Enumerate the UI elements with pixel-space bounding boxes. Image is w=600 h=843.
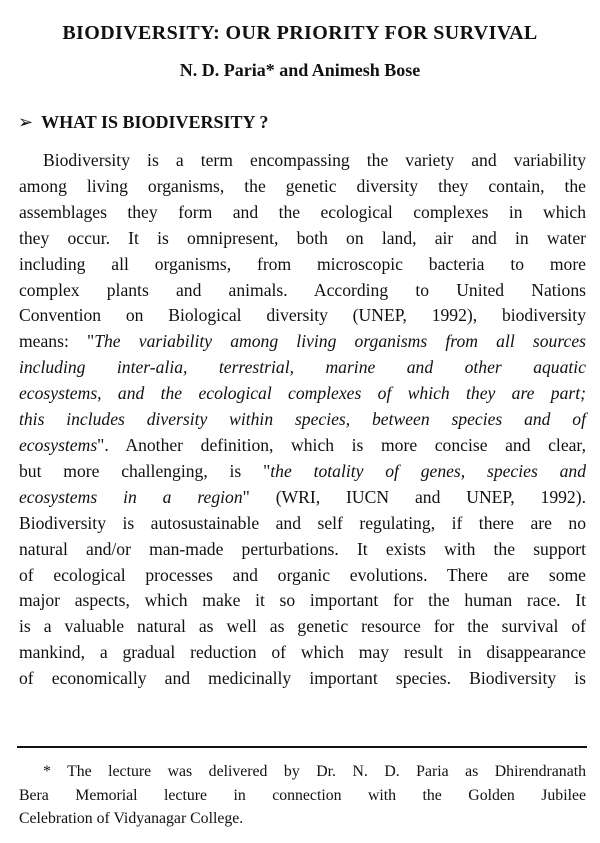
body-line: assemblages they form and the ecological complexes in which	[19, 201, 586, 222]
body-paragraph	[19, 148, 586, 692]
body-line: mankind, a gradual reduction of which may result in disappearance	[19, 642, 586, 663]
body-line: Biodiversity is autosustainable and self regulating, if there are no	[19, 512, 586, 533]
body-line-quote-start	[19, 329, 586, 355]
body-line-suffix: " (WRI, IUCN and UNEP, 1992).	[242, 486, 586, 507]
body-line: including inter-alia, terrestrial, marine and other aquatic	[19, 357, 586, 378]
body-line-prefix: means: "	[19, 331, 95, 352]
body-line-italic: ecosystems	[19, 434, 98, 455]
footnote-divider	[17, 746, 587, 748]
body-line-quote-end	[19, 433, 586, 459]
body-line: of ecological processes and organic evolutions. There are some	[19, 564, 586, 585]
arrow-bullet-icon: ➢	[18, 112, 34, 132]
body-line-italic: ecosystems in a region	[19, 486, 243, 507]
footnote-line: Bera Memorial lecture in connection with the Golden Jubilee	[19, 786, 586, 804]
body-line: complex plants and animals. According to United Nations	[19, 279, 586, 300]
body-line-suffix: ". Another definition, which is more concise and clear,	[97, 434, 586, 455]
body-line: of economically and medicinally important species. Biodiversity is	[19, 668, 586, 689]
body-line-quote2-end	[19, 485, 586, 511]
authors-line: N. D. Paria* and Animesh Bose	[179, 60, 421, 80]
section-heading	[18, 112, 268, 133]
body-line-quote2-start	[19, 459, 586, 485]
footnote-line: * The lecture was delivered by Dr. N. D. Paria as Dhirendranath	[43, 763, 586, 780]
footnote-line: Celebration of Vidyanagar College.	[19, 810, 244, 827]
body-line-italic: The variability among living organisms from all sources	[94, 331, 586, 352]
body-line: Biodiversity is a term encompassing the variety and variability	[43, 150, 586, 170]
footnote	[19, 760, 586, 831]
section-heading-text: WHAT IS BIODIVERSITY ?	[41, 112, 269, 132]
body-line: natural and/or man-made perturbations. It exists with the support	[19, 538, 586, 559]
body-line: including all organisms, from microscopic bacteria to more	[19, 253, 586, 274]
body-line-italic: the totality of genes, species and	[270, 460, 586, 481]
body-line: among living organisms, the genetic diversity they contain, the	[19, 175, 586, 196]
body-line-prefix: but more challenging, is "	[19, 460, 271, 481]
body-line: major aspects, which make it so important for the human race. It	[19, 590, 586, 611]
body-line: Convention on Biological diversity (UNEP, 1992), biodiversity	[19, 305, 586, 326]
page-title: BIODIVERSITY: OUR PRIORITY FOR SURVIVAL	[62, 22, 538, 44]
body-line: ecosystems, and the ecological complexes of which they are part;	[19, 383, 586, 404]
body-line: this includes diversity within species, between species and of	[19, 409, 586, 430]
body-line: they occur. It is omnipresent, both on land, air and in water	[19, 227, 586, 248]
body-line: is a valuable natural as well as genetic resource for the survival of	[19, 616, 586, 637]
